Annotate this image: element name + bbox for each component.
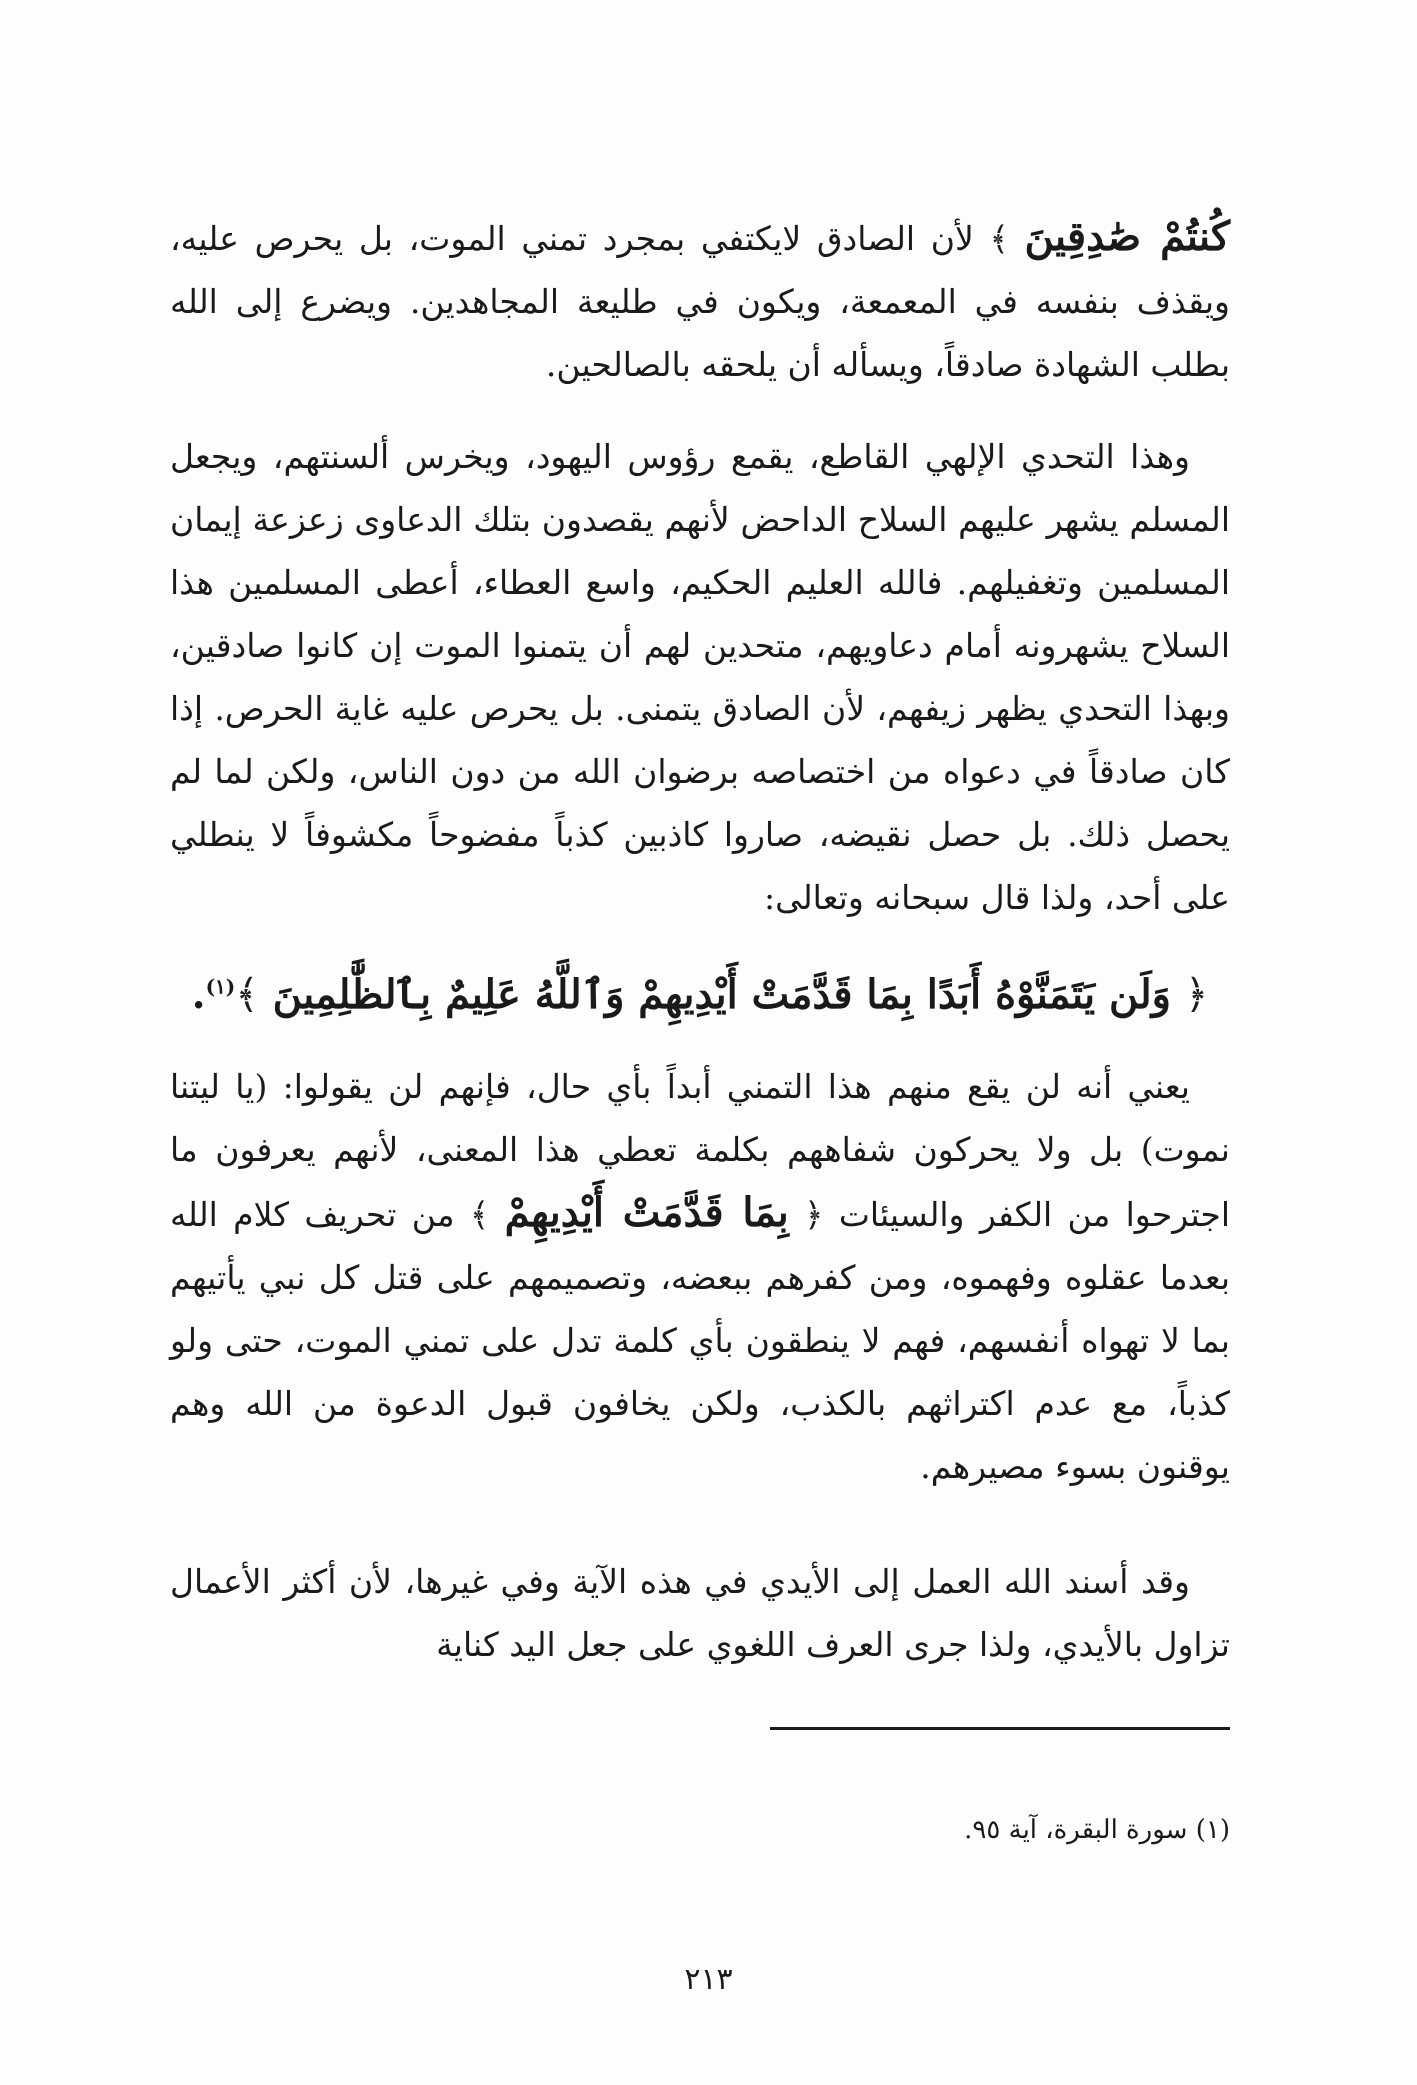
verse-text: وَلَن يَتَمَنَّوْهُ أَبَدًا بِمَا قَدَّمَتْ أَيْدِيهِمْ وَٱللَّهُ عَلِيمٌ بِٱلظَّٰلِمِينَ [272, 971, 1171, 1018]
footnote-text: سورة البقرة، آية ٩٥. [964, 1815, 1188, 1845]
quran-verse [170, 960, 1230, 1030]
paragraph-2 [170, 425, 1230, 929]
paragraph-3-text [170, 1055, 1230, 1498]
paragraph-3-after: من تحريف كلام الله بعدما عقلوه وفهموه، ومن كفرهم ببعضه، وتصميمهم على قتل كل نبي يأتيهم بما لا تهواه أنفسهم، فهم لا ينطقون بأي كلمة تدل على تمني الموت، حتى ولو كذباً، مع عدم اكتراثهم بالكذب، ولكن يخافون قبول الدعوة من الله وهم يوقنون بسوء مصيرهم. [170, 1195, 1230, 1486]
quran-fragment-2: بِمَا قَدَّمَتْ أَيْدِيهِمْ [504, 1189, 789, 1236]
paragraph-3 [170, 1055, 1230, 1498]
page-number: ٢١٣ [684, 1962, 733, 1997]
verse-end-punct: . [191, 971, 206, 1018]
paragraph-3-before: يعني أنه لن يقع منهم هذا التمني أبداً بأي حال، فإنهم لن يقولوا: (يا ليتنا نموت) بل ولا يحركون شفاههم بكلمة تعطي هذا المعنى، لأنهم يعرفون ما اجترحوا من الكفر والسيئات [170, 1067, 1230, 1234]
verse-close-bracket: ﴾ [235, 972, 259, 1018]
paragraph-1-text [170, 205, 1230, 396]
inline-close-bracket: ﴾ [469, 1195, 490, 1234]
footnote-number: (١) [1195, 1815, 1230, 1845]
footnote-marker: (١) [205, 974, 236, 999]
verse-open-bracket: ﴿ [1184, 972, 1209, 1018]
paragraph-4-text: وقد أسند الله العمل إلى الأيدي في هذه الآية وفي غيرها، لأن أكثر الأعمال تزاول بالأيدي، ولذا جرى العرف اللغوي على جعل اليد كناية [170, 1562, 1230, 1664]
footnote-divider [770, 1727, 1230, 1730]
footnote [170, 1810, 1230, 1850]
paragraph-2-text: وهذا التحدي الإلهي القاطع، يقمع رؤوس اليهود، ويخرس ألسنتهم، ويجعل المسلم يشهر عليهم السلاح الداحض لأنهم يقصدون بتلك الدعاوى زعزعة إيمان المسلمين وتغفيلهم. فالله العليم الحكيم، واسع العطاء، أعطى المسلمين هذا السلاح يشهرونه أمام دعاويهم، متحدين لهم أن يتمنوا الموت إن كانوا صادقين، وبهذا التحدي يظهر زيفهم، لأن الصادق يتمنى. بل يحرص عليه غاية الحرص. إذا كان صادقاً في دعواه من اختصاصه برضوان الله من دون الناس، ولكن لما لم يحصل ذلك. بل حصل نقيضه، صاروا كاذبين كذباً مفضوحاً مكشوفاً لا ينطلي على أحد، ولذا قال سبحانه وتعالى: [170, 437, 1230, 917]
paragraph-4 [170, 1550, 1230, 1676]
quran-fragment-1: كُنتُمْ صَٰدِقِينَ [1024, 213, 1230, 260]
paragraph-1-body: لأن الصادق لايكتفي بمجرد تمني الموت، بل يحرص عليه، ويقذف بنفسه في المعمعة، ويكون في طليعة المجاهدين. ويضرع إلى الله بطلب الشهادة صادقاً، ويسأله أن يلحقه بالصالحين. [170, 219, 1230, 384]
close-bracket: ﴾ [989, 219, 1009, 258]
inline-open-bracket: ﴿ [804, 1195, 824, 1234]
paragraph-1 [170, 205, 1230, 396]
